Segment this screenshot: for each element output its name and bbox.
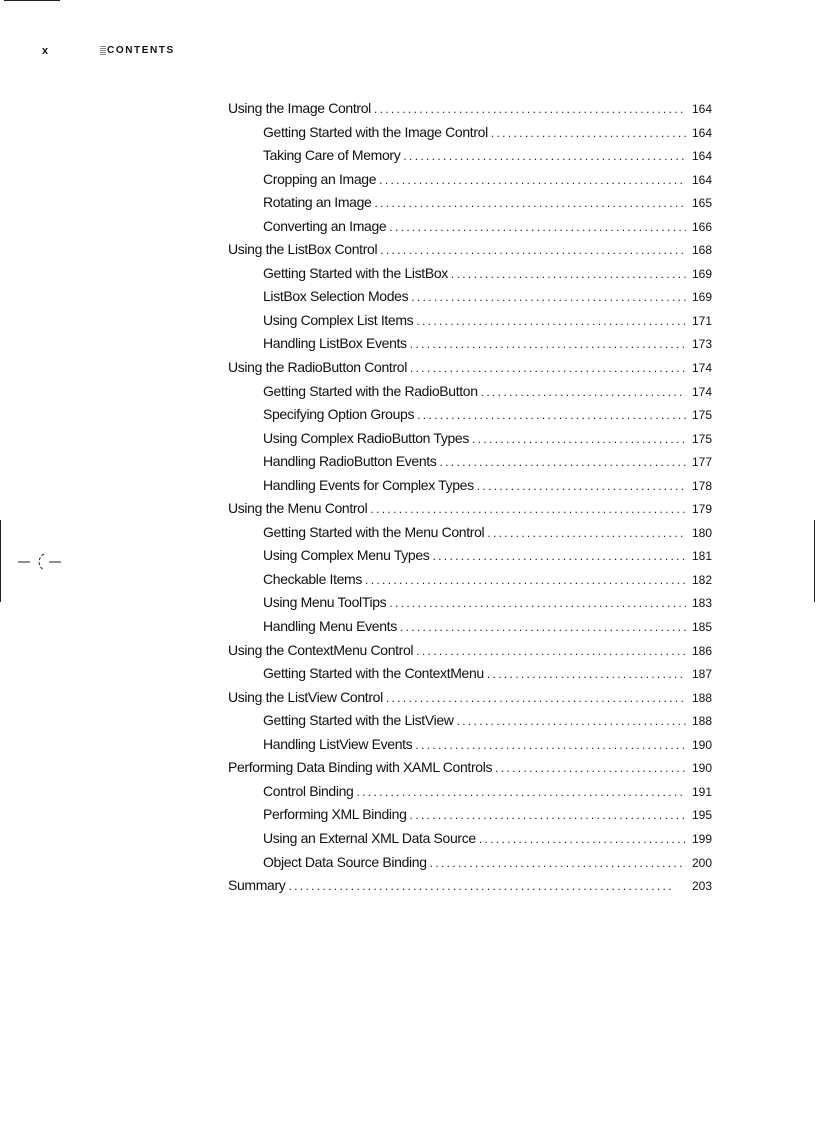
toc-entry-title: Getting Started with the ContextMenu [263,665,484,682]
toc-subentry[interactable] [228,380,712,404]
toc-entry-page: 164 [691,102,712,116]
toc-subentry[interactable] [228,474,712,498]
toc-entry-page: 175 [691,431,712,446]
toc-entry-title: Getting Started with the Image Control [263,123,488,140]
toc-entry-title: Control Binding [263,782,354,799]
toc-subentry[interactable] [228,144,712,168]
toc-entry-title: Handling RadioButton Events [263,453,437,470]
toc-dot-leader [380,239,686,263]
toc-subentry[interactable] [228,591,712,615]
toc-entry-title: Handling Events for Complex Types [263,476,474,493]
page-number: x [42,45,49,57]
toc-entry[interactable] [228,356,712,380]
toc-subentry[interactable] [228,309,712,333]
toc-entry-title: Getting Started with the ListView [263,712,454,729]
toc-entry-title: Using the Image Control [228,100,371,116]
toc-entry-page: 200 [691,855,712,870]
toc-entry[interactable] [228,497,712,521]
toc-entry-page: 185 [691,620,712,635]
toc-entry-title: Using the RadioButton Control [228,359,407,376]
toc-entry-title: Using Complex List Items [263,311,414,328]
toc-dot-leader [374,192,686,216]
toc-dot-leader [432,545,686,569]
toc-entry-page: 173 [691,337,712,352]
toc-entry-title: Using Menu ToolTips [263,594,387,611]
toc-entry-page: 164 [691,172,712,187]
toc-dot-leader [410,357,686,381]
crop-line-right [814,520,815,602]
toc-entry-page: 203 [691,879,712,894]
toc-entry-page: 182 [691,572,712,587]
toc-entry-title: Using the ListBox Control [228,241,378,258]
toc-subentry[interactable] [228,803,712,827]
toc-entry-title: Rotating an Image [263,194,372,211]
toc-entry-title: Object Data Source Binding [263,853,427,870]
toc-entry-page: 180 [691,525,712,540]
toc-entry-page: 183 [691,596,712,611]
toc-entry-title: Checkable Items [263,570,363,587]
toc-entry-title: Getting Started with the Menu Control [263,523,485,540]
toc-entry-title: Using an External XML Data Source [263,829,476,846]
crop-line-left [0,520,1,602]
toc-subentry[interactable] [228,450,712,474]
toc-dot-leader [400,616,686,640]
toc-entry-title: Performing Data Binding with XAML Controls [228,759,493,776]
toc-dot-leader [416,640,686,664]
toc-subentry[interactable] [228,332,712,356]
toc-subentry[interactable] [228,191,712,215]
toc-dot-leader [389,216,686,240]
toc-subentry[interactable] [228,168,712,192]
toc-dot-leader [479,828,686,852]
toc-dot-leader [430,852,686,876]
toc-entry-page: 169 [691,290,712,305]
toc-entry-title: Using the ContextMenu Control [228,641,414,658]
toc-entry[interactable] [228,238,712,262]
table-of-contents [228,97,712,898]
toc-entry-title: Using Complex Menu Types [263,547,430,564]
toc-entry-title: Performing XML Binding [263,806,407,823]
toc-dot-leader [487,522,686,546]
toc-subentry[interactable] [228,262,712,286]
toc-entry-title: ListBox Selection Modes [263,288,409,305]
toc-dot-leader [457,710,686,734]
toc-entry-title: Cropping an Image [263,170,377,187]
toc-entry-page: 188 [691,714,712,729]
toc-entry[interactable] [228,686,712,710]
toc-subentry[interactable] [228,851,712,875]
toc-entry-title: Using the ListView Control [228,688,383,705]
toc-subentry[interactable] [228,568,712,592]
running-head-text: CONTENTS [107,45,175,56]
toc-entry-page: 168 [691,243,712,258]
toc-entry-page: 174 [691,361,712,376]
toc-entry-title: Summary [228,877,286,894]
toc-subentry[interactable] [228,827,712,851]
toc-entry-page: 169 [691,266,712,281]
toc-entry-page: 195 [691,808,712,823]
toc-entry-page: 171 [691,313,712,328]
toc-dot-leader [386,687,686,711]
toc-entry-page: 175 [691,408,712,423]
toc-dot-leader [417,404,686,428]
toc-entry-page: 177 [691,455,712,470]
toc-entry-page: 181 [691,549,712,564]
toc-entry-title: Taking Care of Memory [263,147,401,164]
top-rule [4,0,60,1]
toc-entry-title: Using the Menu Control [228,500,368,517]
toc-entry-title: Converting an Image [263,217,387,234]
toc-dot-leader [410,333,686,357]
toc-dot-leader [439,451,686,475]
toc-subentry[interactable] [228,285,712,309]
toc-entry-title: Getting Started with the RadioButton [263,382,478,399]
registration-mark-icon [18,548,62,576]
running-head-mark-icon [100,46,106,55]
toc-entry-page: 199 [691,831,712,846]
toc-entry-page: 166 [691,219,712,234]
toc-dot-leader [389,592,686,616]
toc-dot-leader [356,781,686,805]
toc-entry-title: Handling ListBox Events [263,335,407,352]
toc-subentry[interactable] [228,544,712,568]
toc-entry[interactable] [228,97,712,121]
toc-subentry[interactable] [228,709,712,733]
toc-entry-page: 178 [691,478,712,493]
toc-dot-leader [451,263,686,287]
toc-entry-page: 164 [691,125,712,140]
toc-dot-leader [495,757,686,781]
toc-subentry[interactable] [228,780,712,804]
toc-entry-page: 190 [691,761,712,776]
toc-dot-leader [411,286,686,310]
toc-dot-leader [403,145,686,169]
toc-entry[interactable] [228,639,712,663]
toc-dot-leader [481,381,686,405]
toc-subentry[interactable] [228,121,712,145]
toc-subentry[interactable] [228,615,712,639]
toc-entry-page: 187 [691,667,712,682]
toc-dot-leader [487,663,686,687]
toc-dot-leader [379,169,686,193]
toc-entry-page: 186 [691,643,712,658]
toc-entry-title: Handling Menu Events [263,618,397,635]
toc-subentry[interactable] [228,215,712,239]
toc-entry-title: Handling ListView Events [263,735,413,752]
toc-subentry[interactable] [228,403,712,427]
toc-entry-page: 179 [691,502,712,517]
toc-dot-leader [410,804,686,828]
toc-dot-leader [370,498,686,522]
toc-entry-title: Getting Started with the ListBox [263,264,448,281]
toc-dot-leader [491,122,686,146]
toc-dot-leader [472,428,686,452]
toc-subentry[interactable] [228,733,712,757]
toc-subentry[interactable] [228,662,712,686]
toc-dot-leader [416,310,686,334]
toc-entry-page: 174 [691,384,712,399]
toc-entry-page: 165 [691,196,712,211]
toc-dot-leader [288,875,686,899]
toc-entry-title: Specifying Option Groups [263,406,415,423]
toc-entry-title: Using Complex RadioButton Types [263,429,470,446]
toc-subentry[interactable] [228,521,712,545]
toc-entry-page: 190 [691,737,712,752]
toc-entry[interactable] [228,756,712,780]
toc-entry-page: 188 [691,690,712,705]
toc-dot-leader [365,569,686,593]
toc-dot-leader [477,475,686,499]
toc-subentry[interactable] [228,427,712,451]
toc-entry[interactable] [228,874,712,898]
toc-entry-page: 164 [691,149,712,164]
toc-dot-leader [374,98,686,122]
toc-entry-page: 191 [691,784,712,799]
toc-dot-leader [415,734,686,758]
running-head [100,45,175,56]
